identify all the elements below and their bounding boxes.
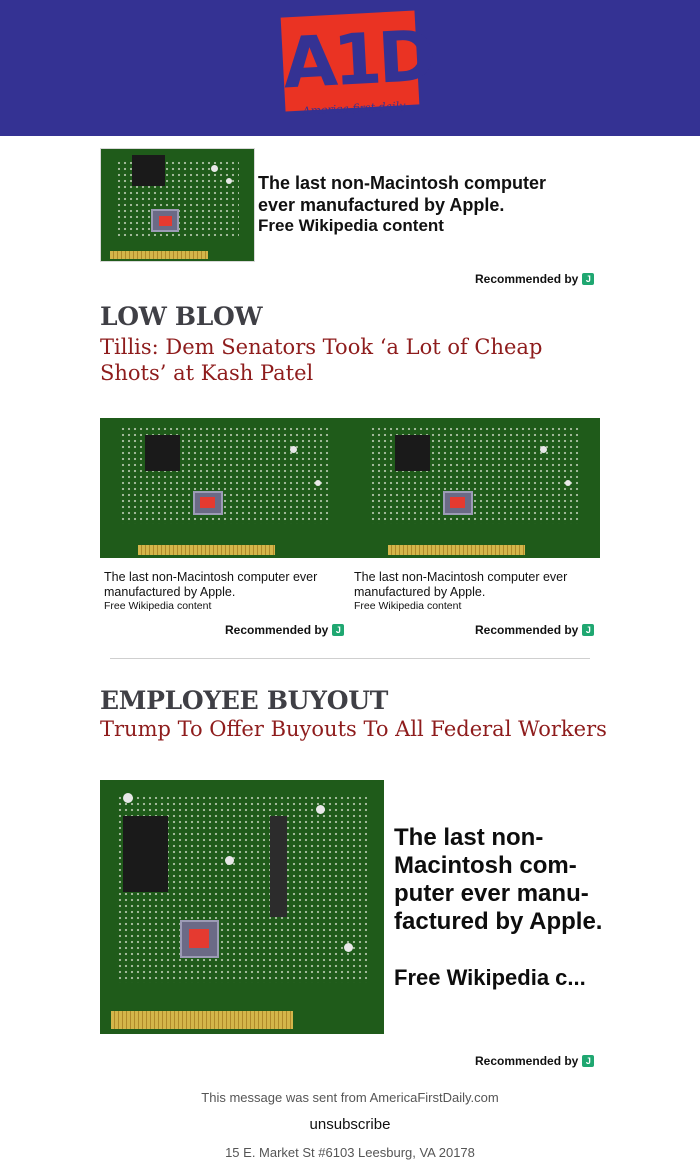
footer-address: 15 E. Market St #6103 Leesburg, VA 20178 [225, 1145, 475, 1160]
ad-image-circuit-board[interactable] [100, 780, 384, 1034]
ad-source[interactable]: Free Wikipedia content [258, 216, 444, 235]
story-headline-link[interactable]: Tillis: Dem Senators Took ‘a Lot of Cheap Shots’ at Kash Patel [100, 335, 543, 385]
ad-title-left[interactable]: The last non-Macintosh computer ever manufactured by Apple. [104, 570, 318, 599]
ad-title-right[interactable]: The last non-Macintosh computer ever manufactured by Apple. [354, 570, 568, 599]
recommender-logo-icon: J [332, 624, 344, 636]
section-divider [110, 658, 590, 659]
logo-text: A1D [280, 14, 435, 105]
newsletter-header [0, 0, 700, 136]
recommended-by-link[interactable] [475, 1054, 594, 1068]
story-headline-link[interactable]: Trump To Offer Buyouts To All Federal Workers [100, 717, 607, 741]
recommended-label: Recommended by [225, 623, 329, 637]
recommender-logo-icon: J [582, 1055, 594, 1067]
a1d-logo[interactable] [280, 14, 435, 122]
ad-image-circuit-board[interactable] [100, 148, 255, 262]
recommended-label: Recommended by [475, 1054, 579, 1068]
recommended-label: Recommended by [475, 272, 579, 286]
story-kicker: LOW BLOW [100, 302, 263, 331]
recommended-by-link-right[interactable] [475, 623, 594, 637]
ad-image-circuit-board-right[interactable] [350, 418, 600, 558]
ad-source-left[interactable]: Free Wikipedia content [104, 600, 212, 612]
recommended-by-link[interactable] [475, 272, 594, 286]
ad-source[interactable]: Free Wikipedia c... [394, 965, 586, 990]
footer-sent-from: This message was sent from AmericaFirstDaily.com [201, 1090, 499, 1105]
recommender-logo-icon: J [582, 273, 594, 285]
ad-source-right[interactable]: Free Wikipedia content [354, 600, 462, 612]
ad-image-circuit-board-left[interactable] [100, 418, 350, 558]
logo-tagline: America first daily [302, 99, 406, 118]
recommended-label: Recommended by [475, 623, 579, 637]
unsubscribe-link[interactable]: unsubscribe [309, 1116, 391, 1133]
story-kicker: EMPLOYEE BUYOUT [100, 686, 389, 715]
ad-title[interactable]: The last non-Macintosh com-puter ever manu-factured by Apple. [394, 824, 603, 935]
recommended-by-link-left[interactable] [225, 623, 344, 637]
recommender-logo-icon: J [582, 624, 594, 636]
ad-title[interactable]: The last non-Macintosh computer ever manufactured by Apple. [258, 173, 547, 215]
